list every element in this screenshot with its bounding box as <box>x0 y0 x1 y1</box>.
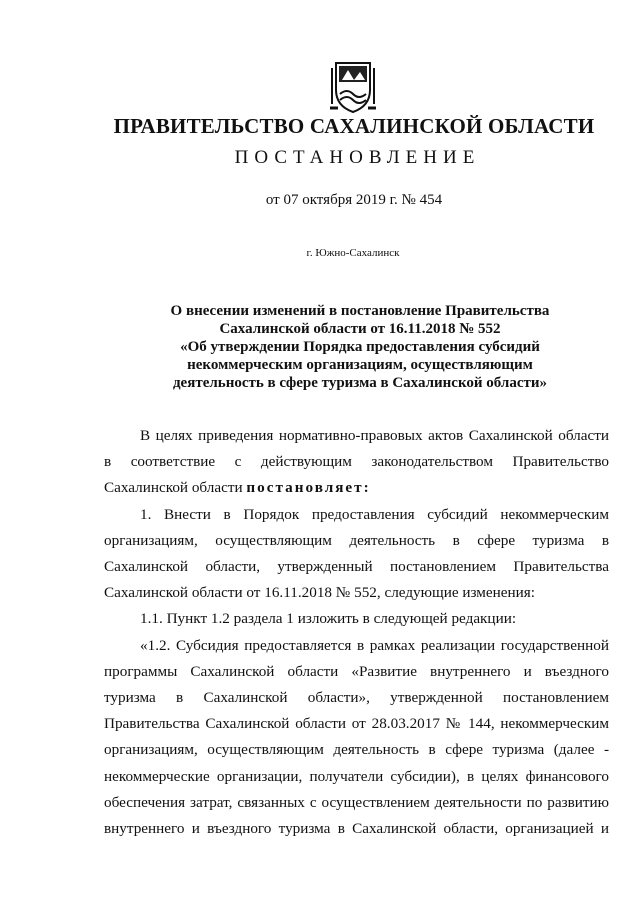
body-line: организациям, осуществляющим деятельность в сфере туризма (далее - <box>104 741 609 759</box>
heading-line: Сахалинской области от 16.11.2018 № 552 <box>219 321 501 337</box>
document-type: ПОСТАНОВЛЕНИЕ <box>234 147 481 168</box>
body-line: Сахалинской области, утвержденный постановлением Правительства <box>104 558 609 576</box>
heading-line: деятельность в сфере туризма в Сахалинской области» <box>172 375 548 391</box>
body-line: в соответствие с действующим законодательством Правительство <box>104 453 609 471</box>
document-body <box>104 423 609 842</box>
body-line <box>104 475 609 501</box>
heading-line: некоммерческим организациям, осуществляющим <box>187 357 533 373</box>
preamble-paragraph <box>104 423 609 502</box>
sakhalin-coat-of-arms-icon <box>330 60 376 114</box>
body-line-text: Сахалинской области <box>104 479 247 497</box>
item-1-1-paragraph <box>104 606 609 632</box>
body-line: Правительства Сахалинской области от 28.03.2017 № 144, некоммерческим <box>104 715 609 733</box>
document-heading <box>120 302 600 392</box>
body-line: «1.2. Субсидия предоставляется в рамках реализации государственной <box>140 636 609 654</box>
item-1-paragraph <box>104 502 609 607</box>
heading-line: О внесении изменений в постановление Правительства <box>170 303 550 319</box>
body-line: некоммерческие организации, получатели субсидии), в целях финансового <box>104 767 609 785</box>
resolves-word: постановляет: <box>246 479 371 497</box>
government-title: ПРАВИТЕЛЬСТВО САХАЛИНСКОЙ ОБЛАСТИ <box>113 114 595 138</box>
body-line: В целях приведения нормативно-правовых актов Сахалинской области <box>140 427 609 444</box>
item-1-2-paragraph <box>104 633 609 843</box>
body-line: внутреннего и въездного туризма в Сахалинской области, организацией и <box>104 820 609 838</box>
heading-line: «Об утверждении Порядка предоставления субсидий <box>180 339 540 355</box>
body-line: программы Сахалинской области «Развитие внутреннего и въездного <box>104 662 609 680</box>
body-line: 1. Внести в Порядок предоставления субсидий некоммерческим <box>140 505 609 523</box>
document-city: г. Южно-Сахалинск <box>306 247 400 259</box>
body-line: организациям, осуществляющим деятельность в сфере туризма в <box>104 531 609 549</box>
document-date-number: от 07 октября 2019 г. № 454 <box>265 192 443 208</box>
body-line: туризма в Сахалинской области», утвержденной постановлением <box>104 689 609 707</box>
body-line: Сахалинской области от 16.11.2018 № 552, следующие изменения: <box>104 584 535 602</box>
body-line: обеспечения затрат, связанных с осуществлением деятельности по развитию <box>104 793 609 811</box>
body-line: 1.1. Пункт 1.2 раздела 1 изложить в следующей редакции: <box>140 610 517 628</box>
